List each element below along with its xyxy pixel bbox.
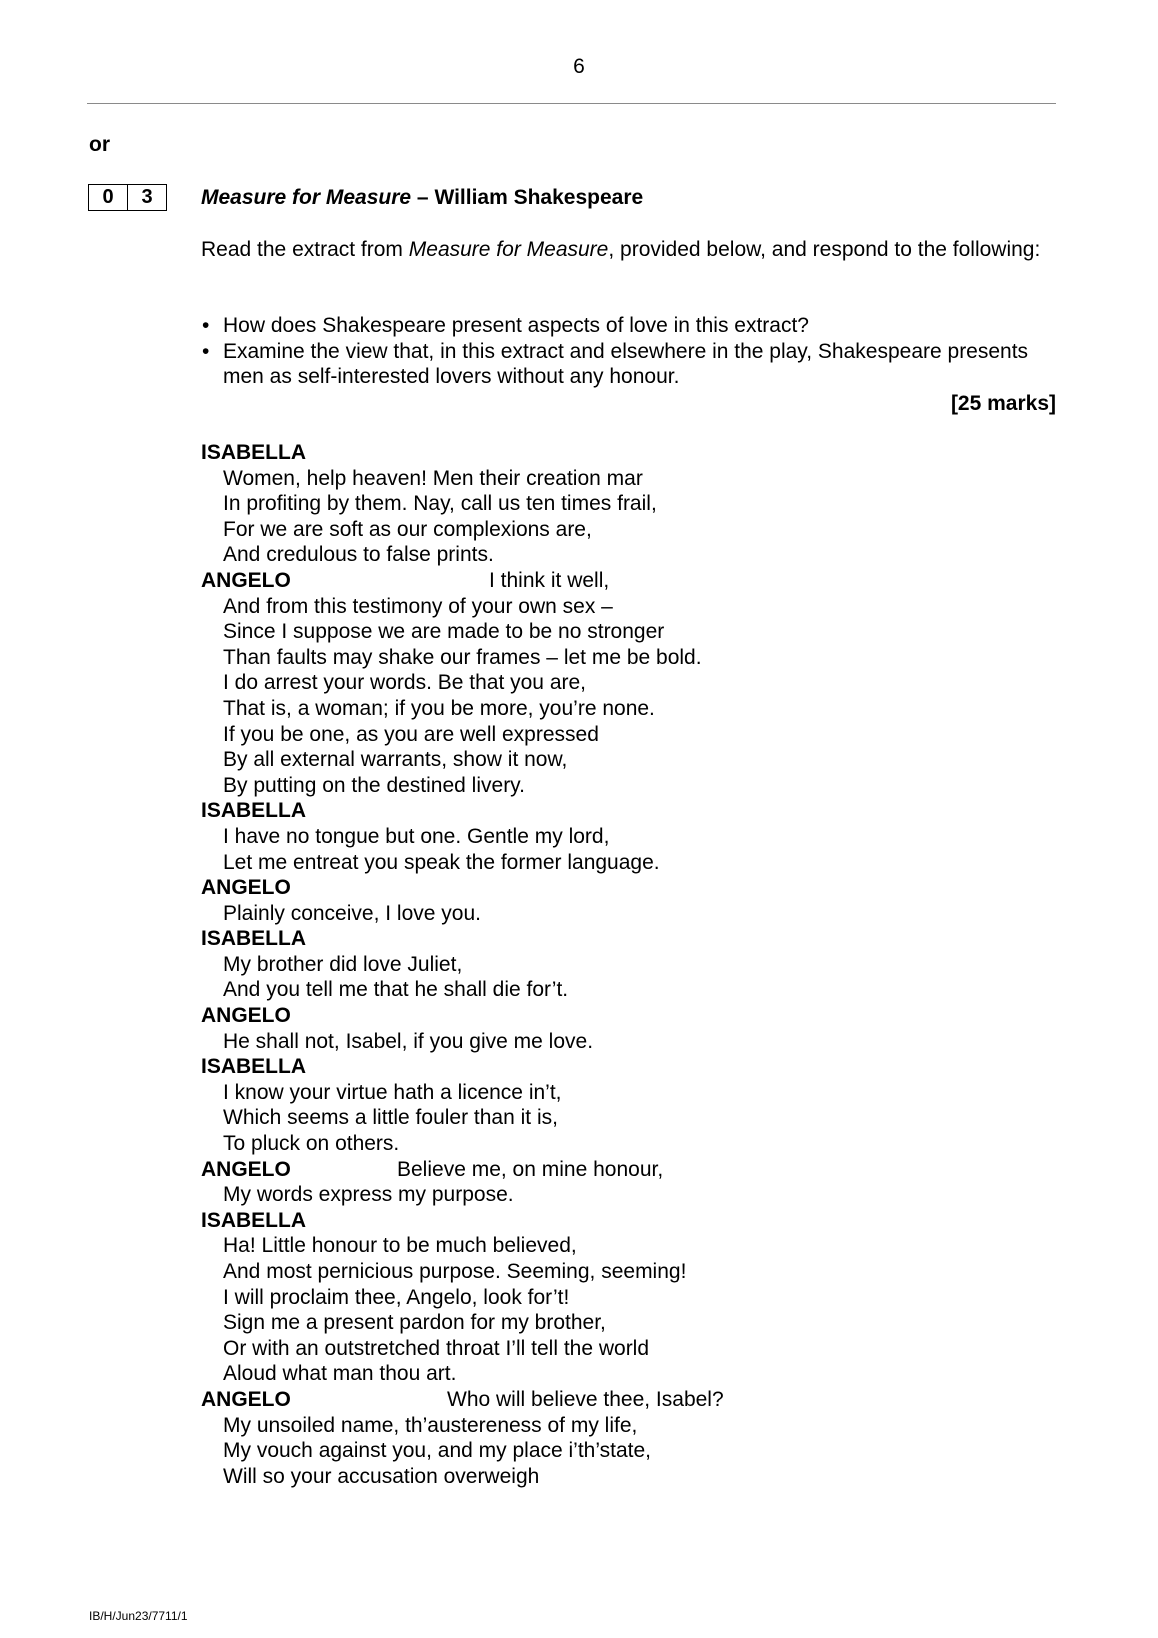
or-label: or: [89, 133, 110, 156]
question-bullets: [201, 313, 1056, 390]
speaker-name: ANGELO: [201, 568, 291, 592]
verse-line: By putting on the destined livery.: [223, 773, 525, 797]
verse-line: Women, help heaven! Men their creation mar: [223, 466, 643, 490]
verse-line: Plainly conceive, I love you.: [223, 901, 481, 925]
verse-line: And most pernicious purpose. Seeming, seeming!: [223, 1260, 687, 1283]
verse-line: I think it well,: [489, 568, 610, 592]
verse-line: To pluck on others.: [223, 1132, 400, 1156]
verse-line: I will proclaim thee, Angelo, look for’t!: [223, 1285, 570, 1309]
verse-line: Or with an outstretched throat I’ll tell the world: [223, 1336, 650, 1360]
question-number-digit: 0: [102, 186, 114, 208]
speaker-isabella: [201, 440, 1061, 466]
speaker-angelo: [201, 1387, 1061, 1413]
speaker-name: ISABELLA: [201, 1055, 306, 1079]
verse-line: And credulous to false prints.: [223, 543, 494, 567]
question-instructions: Read the extract from Measure for Measure, provided below, and respond to the following:: [201, 238, 1041, 261]
verse-line: For we are soft as our complexions are,: [223, 517, 592, 541]
play-title: Measure for Measure: [201, 186, 412, 209]
speaker-name: ISABELLA: [201, 441, 306, 464]
verse-line: Which seems a little fouler than it is,: [223, 1106, 558, 1130]
speaker-angelo: [201, 875, 1061, 901]
speaker-name: ISABELLA: [201, 927, 306, 951]
verse-line: By all external warrants, show it now,: [223, 748, 568, 772]
verse-line: My words express my purpose.: [223, 1183, 514, 1207]
verse-line: In profiting by them. Nay, call us ten times frail,: [223, 492, 657, 516]
speaker-name: ISABELLA: [201, 1208, 306, 1232]
speaker-isabella: [201, 1208, 1061, 1234]
speaker-name: ANGELO: [201, 1004, 291, 1028]
speaker-angelo: [201, 1157, 1061, 1183]
verse-line: Ha! Little honour to be much believed,: [223, 1234, 577, 1258]
verse-line: And you tell me that he shall die for’t.: [223, 978, 569, 1002]
verse-line: Will so your accusation overweigh: [223, 1464, 540, 1488]
page-number: 6: [573, 55, 585, 78]
verse-line: My brother did love Juliet,: [223, 952, 463, 976]
speaker-name: ANGELO: [201, 1387, 291, 1411]
author: – William Shakespeare: [411, 186, 644, 209]
play-extract: [201, 440, 1061, 1489]
speaker-isabella: [201, 1054, 1061, 1080]
speaker-name: ISABELLA: [201, 799, 306, 823]
speaker-angelo: [201, 568, 1061, 594]
speaker-angelo: [201, 1003, 1061, 1029]
verse-line: I know your virtue hath a licence in’t,: [223, 1080, 562, 1104]
speaker-name: ANGELO: [201, 1157, 291, 1181]
verse-line: He shall not, Isabel, if you give me love.: [223, 1029, 594, 1053]
question-title: [201, 186, 643, 210]
verse-line: That is, a woman; if you be more, you’re none.: [223, 696, 655, 720]
speaker-isabella: [201, 798, 1061, 824]
verse-line: And from this testimony of your own sex –: [223, 594, 613, 618]
verse-line: Since I suppose we are made to be no stronger: [223, 620, 665, 644]
verse-line: Let me entreat you speak the former language.: [223, 850, 660, 874]
verse-line: I have no tongue but one. Gentle my lord,: [223, 824, 610, 848]
bullet-item: • Examine the view that, in this extract and elsewhere in the play, Shakespeare presents men as self-interested lovers without any honour.: [201, 339, 1056, 390]
speaker-isabella: [201, 926, 1061, 952]
marks-allocation: [25 marks]: [950, 392, 1056, 415]
speaker-name: ANGELO: [201, 876, 291, 900]
bullet-item: • How does Shakespeare present aspects of love in this extract?: [201, 313, 1056, 339]
footer-code: IB/H/Jun23/7711/1: [89, 1609, 188, 1623]
verse-line: My unsoiled name, th’austereness of my life,: [223, 1413, 638, 1437]
verse-line: Than faults may shake our frames – let me be bold.: [223, 645, 702, 669]
verse-line: Sign me a present pardon for my brother,: [223, 1311, 606, 1335]
verse-line: I do arrest your words. Be that you are,: [223, 671, 587, 695]
verse-line: My vouch against you, and my place i’th’state,: [223, 1439, 652, 1463]
verse-line: Believe me, on mine honour,: [397, 1157, 664, 1181]
header-divider: [87, 103, 1056, 104]
play-title-inline: Measure for Measure: [408, 238, 609, 261]
question-number-digit: 3: [127, 185, 166, 210]
verse-line: Aloud what man thou art.: [223, 1362, 457, 1386]
verse-line: Who will believe thee, Isabel?: [447, 1387, 724, 1411]
question-number-box: [88, 184, 167, 211]
verse-line: If you be one, as you are well expressed: [223, 722, 599, 746]
